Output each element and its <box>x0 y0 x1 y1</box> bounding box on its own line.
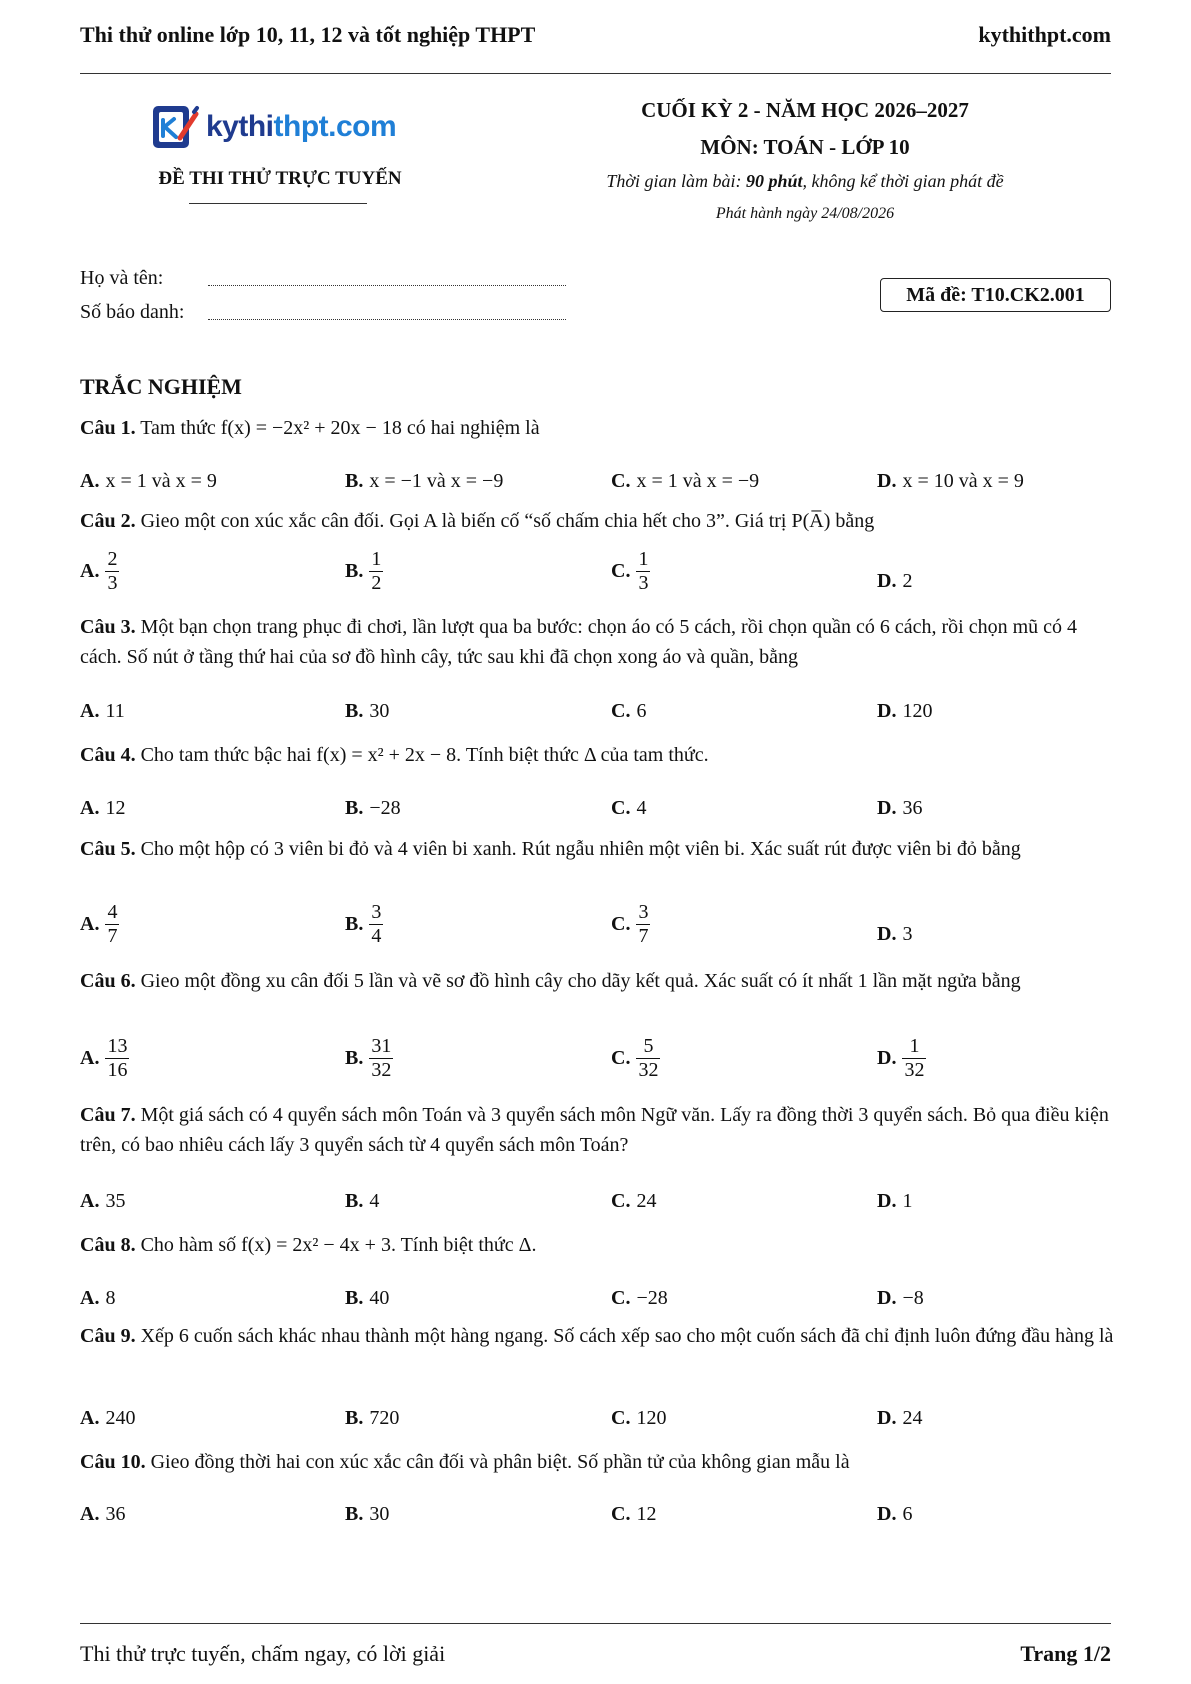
option-text: 1 <box>902 1190 913 1212</box>
option-fraction <box>902 1035 926 1082</box>
question-text: Một giá sách có 4 quyển sách môn Toán và 3 quyển sách môn Ngữ văn. Lấy ra đồng thời 3 quyển sách. Bỏ qua điều kiện trên, có bao nhiêu cách lấy 3 quyển sách từ 4 quyển sách môn Toán? <box>80 1104 1109 1156</box>
online-exam-underline <box>189 203 367 204</box>
fraction-denominator: 32 <box>638 1059 659 1081</box>
header-divider <box>80 73 1111 74</box>
fraction-numerator: 3 <box>371 901 382 923</box>
option-text: 4 <box>636 797 647 819</box>
answer-option-b[interactable] <box>345 548 383 595</box>
option-letter: A. <box>80 1407 100 1429</box>
option-letter: B. <box>345 913 364 935</box>
option-letter: C. <box>611 700 631 722</box>
answer-option-c[interactable] <box>611 1287 668 1310</box>
option-letter: C. <box>611 1503 631 1525</box>
answer-option-b[interactable] <box>345 1190 379 1213</box>
option-letter: A. <box>80 560 100 582</box>
answer-option-a[interactable] <box>80 1407 135 1430</box>
option-letter: C. <box>611 1190 631 1212</box>
fraction-denominator: 7 <box>107 925 118 947</box>
answer-option-d[interactable] <box>877 1287 924 1310</box>
option-text: x = −1 và x = −9 <box>369 470 504 492</box>
option-text: 24 <box>636 1190 657 1212</box>
option-fraction <box>636 1035 660 1082</box>
question-text: Gieo đồng thời hai con xúc xắc cân đối và phân biệt. Số phần tử của không gian mẫu là <box>150 1451 850 1473</box>
question-label: Câu 9. <box>80 1325 136 1347</box>
option-text: −28 <box>636 1287 668 1309</box>
fraction-numerator: 3 <box>638 901 649 923</box>
answer-option-c[interactable] <box>611 1035 660 1082</box>
option-fraction <box>369 548 383 595</box>
question-10 <box>80 1447 1120 1477</box>
fraction-numerator: 1 <box>638 548 649 570</box>
option-letter: A. <box>80 1287 100 1309</box>
question-1 <box>80 413 1120 443</box>
option-text: 12 <box>105 797 126 819</box>
answer-option-c[interactable] <box>611 470 759 493</box>
fraction-denominator: 32 <box>904 1059 925 1081</box>
answer-option-c[interactable] <box>611 797 646 820</box>
id-label: Số báo danh: <box>80 301 185 323</box>
option-text: −8 <box>902 1287 924 1309</box>
option-letter: B. <box>345 700 364 722</box>
answer-option-b[interactable] <box>345 1287 389 1310</box>
option-letter: B. <box>345 1407 364 1429</box>
question-label: Câu 6. <box>80 970 136 992</box>
fraction-denominator: 7 <box>638 925 649 947</box>
question-text: Cho hàm số f(x) = 2x² − 4x + 3. Tính biệt thức Δ. <box>140 1234 537 1256</box>
option-fraction <box>636 901 650 948</box>
answer-option-b[interactable] <box>345 1407 399 1430</box>
option-letter: D. <box>877 1047 897 1069</box>
fraction-denominator: 3 <box>638 572 649 594</box>
option-letter: C. <box>611 470 631 492</box>
option-letter: B. <box>345 1503 364 1525</box>
option-letter: A. <box>80 700 100 722</box>
online-exam-label: ĐỀ THI THỬ TRỰC TUYẾN <box>158 168 402 189</box>
answer-option-d[interactable] <box>877 570 912 593</box>
option-letter: C. <box>611 913 631 935</box>
question-text: Cho một hộp có 3 viên bi đỏ và 4 viên bi xanh. Rút ngẫu nhiên một viên bi. Xác suất rút được viên bi đỏ bằng <box>140 838 1021 860</box>
option-text: 30 <box>369 1503 390 1525</box>
option-text: 36 <box>902 797 923 819</box>
answer-option-b[interactable] <box>345 797 401 820</box>
answer-option-c[interactable] <box>611 548 650 595</box>
name-field[interactable] <box>208 285 566 286</box>
fraction-numerator: 1 <box>371 548 382 570</box>
option-text: 35 <box>105 1190 126 1212</box>
question-label: Câu 1. <box>80 417 136 439</box>
answer-option-b[interactable] <box>345 700 389 723</box>
option-text: −28 <box>369 797 401 819</box>
option-text: x = 1 và x = 9 <box>105 470 217 492</box>
question-label: Câu 7. <box>80 1104 136 1126</box>
answer-option-c[interactable] <box>611 700 646 723</box>
option-fraction <box>105 548 119 595</box>
exam-subject: MÔN: TOÁN - LỚP 10 <box>700 135 910 159</box>
answer-option-b[interactable] <box>345 1035 393 1082</box>
answer-option-d[interactable] <box>877 700 932 723</box>
id-field[interactable] <box>208 319 566 320</box>
page-number: Trang 1/2 <box>1020 1641 1111 1666</box>
answer-option-d[interactable] <box>877 1190 912 1213</box>
fraction-denominator: 32 <box>371 1059 392 1081</box>
answer-option-a[interactable] <box>80 1190 125 1213</box>
option-letter: C. <box>611 1047 631 1069</box>
answer-option-b[interactable] <box>345 470 503 493</box>
site-logo <box>150 101 396 153</box>
option-letter: D. <box>877 1287 897 1309</box>
fraction-denominator: 2 <box>371 572 382 594</box>
question-4 <box>80 740 1120 770</box>
question-text: Gieo một con xúc xắc cân đối. Gọi A là biến cố “số chấm chia hết cho 3”. Giá trị P(A̅) bằng <box>140 510 875 532</box>
option-text: 30 <box>369 700 390 722</box>
answer-option-d[interactable] <box>877 470 1024 493</box>
option-letter: B. <box>345 797 364 819</box>
question-6 <box>80 966 1120 996</box>
question-9 <box>80 1321 1120 1351</box>
option-letter: D. <box>877 797 897 819</box>
option-fraction <box>636 548 650 595</box>
answer-option-d[interactable] <box>877 923 912 946</box>
answer-option-d[interactable] <box>877 1407 922 1430</box>
answer-option-c[interactable] <box>611 1407 666 1430</box>
answer-option-a[interactable] <box>80 548 119 595</box>
option-fraction <box>369 901 383 948</box>
option-text: 24 <box>902 1407 923 1429</box>
option-letter: D. <box>877 700 897 722</box>
option-text: 6 <box>902 1503 913 1525</box>
question-label: Câu 2. <box>80 510 136 532</box>
option-letter: C. <box>611 1287 631 1309</box>
answer-option-a[interactable] <box>80 901 119 948</box>
question-8 <box>80 1230 1120 1260</box>
fraction-numerator: 31 <box>371 1035 392 1057</box>
header-title: Thi thử online lớp 10, 11, 12 và tốt nghiệp THPT <box>80 22 536 47</box>
question-text: Tam thức f(x) = −2x² + 20x − 18 có hai nghiệm là <box>140 417 540 439</box>
fraction-denominator: 16 <box>107 1059 128 1081</box>
option-letter: D. <box>877 1407 897 1429</box>
option-letter: C. <box>611 797 631 819</box>
question-label: Câu 3. <box>80 616 136 638</box>
answer-option-b[interactable] <box>345 901 383 948</box>
option-fraction <box>105 901 119 948</box>
option-text: 12 <box>636 1503 657 1525</box>
answer-option-a[interactable] <box>80 1503 125 1526</box>
fraction-numerator: 4 <box>107 901 118 923</box>
answer-option-a[interactable] <box>80 1287 115 1310</box>
question-text: Xếp 6 cuốn sách khác nhau thành một hàng ngang. Số cách xếp sao cho một cuốn sách đã chỉ định luôn đứng đầu hàng là <box>140 1325 1114 1347</box>
footer-tagline: Thi thử trực tuyến, chấm ngay, có lời giải <box>80 1641 446 1666</box>
option-text: 120 <box>902 700 933 722</box>
option-text: 40 <box>369 1287 390 1309</box>
question-label: Câu 5. <box>80 838 136 860</box>
answer-option-d[interactable] <box>877 1035 926 1082</box>
exam-time: Thời gian làm bài: 90 phút, không kể thời gian phát đề <box>606 171 1004 191</box>
fraction-numerator: 2 <box>107 548 118 570</box>
fraction-numerator: 13 <box>107 1035 128 1057</box>
question-text: Cho tam thức bậc hai f(x) = x² + 2x − 8. Tính biệt thức Δ của tam thức. <box>140 744 709 766</box>
question-label: Câu 4. <box>80 744 136 766</box>
option-letter: A. <box>80 913 100 935</box>
answer-option-a[interactable] <box>80 470 217 493</box>
answer-option-d[interactable] <box>877 1503 912 1526</box>
answer-option-a[interactable] <box>80 700 125 723</box>
option-letter: D. <box>877 470 897 492</box>
question-text: Gieo một đồng xu cân đối 5 lần và vẽ sơ đồ hình cây cho dãy kết quả. Xác suất có ít nhất 1 lần mặt ngửa bằng <box>140 970 1021 992</box>
option-text: 2 <box>902 570 913 592</box>
answer-option-d[interactable] <box>877 797 922 820</box>
question-label: Câu 10. <box>80 1451 146 1473</box>
option-text: 120 <box>636 1407 667 1429</box>
question-3 <box>80 612 1120 672</box>
option-letter: A. <box>80 1503 100 1525</box>
fraction-numerator: 5 <box>643 1035 654 1057</box>
exam-release-date: Phát hành ngày 24/08/2026 <box>715 205 895 222</box>
answer-option-c[interactable] <box>611 901 650 948</box>
option-fraction <box>105 1035 129 1082</box>
answer-option-c[interactable] <box>611 1503 656 1526</box>
option-text: 36 <box>105 1503 126 1525</box>
fraction-numerator: 1 <box>909 1035 920 1057</box>
option-letter: A. <box>80 1190 100 1212</box>
option-letter: D. <box>877 570 897 592</box>
option-fraction <box>369 1035 393 1082</box>
option-text: 6 <box>636 700 647 722</box>
option-letter: D. <box>877 923 897 945</box>
answer-option-a[interactable] <box>80 797 125 820</box>
option-text: 4 <box>369 1190 380 1212</box>
answer-option-b[interactable] <box>345 1503 389 1526</box>
option-text: 720 <box>369 1407 400 1429</box>
option-text: x = 10 và x = 9 <box>902 470 1024 492</box>
logo-text-part2: thpt.com <box>273 110 397 143</box>
logo-icon <box>150 102 200 152</box>
option-text: 11 <box>105 700 125 722</box>
question-5 <box>80 834 1120 864</box>
option-letter: B. <box>345 1287 364 1309</box>
fraction-denominator: 4 <box>371 925 382 947</box>
footer-divider <box>80 1623 1111 1624</box>
exam-title: CUỐI KỲ 2 - NĂM HỌC 2026–2027 <box>641 98 969 122</box>
option-letter: B. <box>345 470 364 492</box>
header-site[interactable]: kythithpt.com <box>978 22 1111 47</box>
question-7 <box>80 1100 1120 1160</box>
option-text: 3 <box>902 923 913 945</box>
fraction-denominator: 3 <box>107 572 118 594</box>
name-label: Họ và tên: <box>80 267 164 289</box>
option-text: 240 <box>105 1407 136 1429</box>
answer-option-c[interactable] <box>611 1190 656 1213</box>
option-text: 8 <box>105 1287 116 1309</box>
option-letter: D. <box>877 1503 897 1525</box>
option-letter: B. <box>345 1047 364 1069</box>
option-letter: A. <box>80 470 100 492</box>
option-letter: C. <box>611 560 631 582</box>
option-letter: A. <box>80 1047 100 1069</box>
answer-option-a[interactable] <box>80 1035 129 1082</box>
exam-code-box: Mã đề: T10.CK2.001 <box>880 278 1111 312</box>
option-letter: B. <box>345 560 364 582</box>
question-2 <box>80 506 1120 536</box>
logo-text-part1: kythi <box>206 110 274 143</box>
option-letter: C. <box>611 1407 631 1429</box>
section-title: TRẮC NGHIỆM <box>80 374 242 399</box>
question-label: Câu 8. <box>80 1234 136 1256</box>
option-letter: B. <box>345 1190 364 1212</box>
question-text: Một bạn chọn trang phục đi chơi, lần lượt qua ba bước: chọn áo có 5 cách, rồi chọn quần có 6 cách, rồi chọn mũ có 4 cách. Số nút ở tầng thứ hai của sơ đồ hình cây, tức sau khi đã chọn xong áo và quần, bằng <box>80 616 1078 668</box>
option-letter: A. <box>80 797 100 819</box>
option-text: x = 1 và x = −9 <box>636 470 760 492</box>
option-letter: D. <box>877 1190 897 1212</box>
